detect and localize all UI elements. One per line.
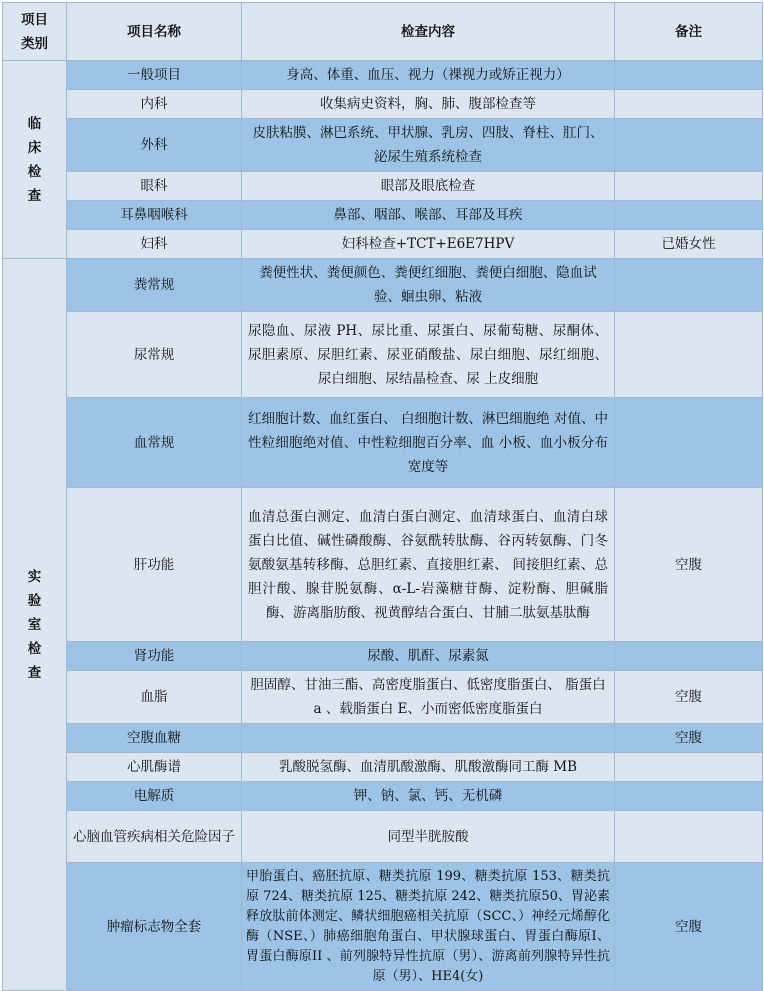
header-category-line1: 项目 xyxy=(21,11,48,28)
category-lab: 实验室检查 xyxy=(3,259,67,991)
category-clinical: 临床检查 xyxy=(3,61,67,259)
item-note xyxy=(615,642,763,671)
item-content: 鼻部、咽部、喉部、耳部及耳疾 xyxy=(242,201,615,230)
item-note xyxy=(615,61,763,90)
item-name: 粪常规 xyxy=(67,259,242,312)
item-name: 一般项目 xyxy=(67,61,242,90)
item-note: 空腹 xyxy=(615,863,763,991)
table-row xyxy=(3,811,763,863)
item-content: 胆固醇、甘油三酯、高密度脂蛋白、低密度脂蛋白、 脂蛋白 a 、载脂蛋白 E、小而密低密度脂蛋白 xyxy=(242,671,615,724)
item-name: 肝功能 xyxy=(67,488,242,642)
item-name: 空腹血糖 xyxy=(67,724,242,753)
item-name: 血常规 xyxy=(67,398,242,488)
item-note xyxy=(615,811,763,863)
header-category-line2: 类别 xyxy=(21,35,48,52)
item-note xyxy=(615,259,763,312)
exam-table xyxy=(2,2,763,991)
table-row xyxy=(3,671,763,724)
item-note xyxy=(615,119,763,172)
header-note: 备注 xyxy=(615,3,763,61)
header-category xyxy=(3,3,67,61)
table-row xyxy=(3,753,763,782)
item-note: 空腹 xyxy=(615,724,763,753)
item-content: 钾、钠、氯、钙、无机磷 xyxy=(242,782,615,811)
table-row xyxy=(3,782,763,811)
table-row xyxy=(3,642,763,671)
item-note xyxy=(615,782,763,811)
table-row xyxy=(3,119,763,172)
header-content: 检查内容 xyxy=(242,3,615,61)
item-note xyxy=(615,753,763,782)
item-content: 尿酸、肌酐、尿素氮 xyxy=(242,642,615,671)
table-row xyxy=(3,398,763,488)
item-name: 心脑血管疾病相关危险因子 xyxy=(67,811,242,863)
item-note xyxy=(615,172,763,201)
item-name: 内科 xyxy=(67,90,242,119)
item-note: 空腹 xyxy=(615,671,763,724)
table-row xyxy=(3,90,763,119)
item-name: 肿瘤标志物全套 xyxy=(67,863,242,991)
item-note xyxy=(615,398,763,488)
item-content: 同型半胱胺酸 xyxy=(242,811,615,863)
item-content: 粪便性状、粪便颜色、粪便红细胞、粪便白细胞、隐血试验、蛔虫卵、粘液 xyxy=(242,259,615,312)
table-row xyxy=(3,61,763,90)
item-content: 血清总蛋白测定、血清白蛋白测定、血清球蛋白、血清白球蛋白比值、碱性磷酸酶、谷氨酰转肽酶、谷丙转氨酶、门冬氨酸氨基转移酶、总胆红素、直接胆红素、 间接胆红素、总胆汁酸、腺苷脱氨酶、α-L-岩藻糖苷酶、淀粉酶、胆碱脂酶、游离脂肪酸、视黄醇结合蛋白、甘脯二肽氨基肽酶 xyxy=(242,488,615,642)
item-content: 皮肤粘膜、淋巴系统、甲状腺、乳房、四肢、脊柱、肛门、泌尿生殖系统检查 xyxy=(242,119,615,172)
item-note xyxy=(615,90,763,119)
item-name: 耳鼻咽喉科 xyxy=(67,201,242,230)
table-row xyxy=(3,201,763,230)
item-content: 乳酸脱氢酶、血清肌酸激酶、肌酸激酶同工酶 MB xyxy=(242,753,615,782)
item-name: 电解质 xyxy=(67,782,242,811)
table-row xyxy=(3,172,763,201)
item-content: 红细胞计数、血红蛋白、 白细胞计数、淋巴细胞绝 对值、中性粒细胞绝对值、中性粒细胞百分率、血 小板、血小板分布宽度等 xyxy=(242,398,615,488)
item-content: 尿隐血、尿液 PH、尿比重、尿蛋白、尿葡萄糖、尿酮体、尿胆素原、尿胆红素、尿亚硝酸盐、尿白细胞、尿红细胞、尿白细胞、尿结晶检查、尿 上皮细胞 xyxy=(242,312,615,398)
item-name: 妇科 xyxy=(67,230,242,259)
item-name: 肾功能 xyxy=(67,642,242,671)
item-note: 已婚女性 xyxy=(615,230,763,259)
table-row xyxy=(3,724,763,753)
item-content: 身高、体重、血压、视力（裸视力或矫正视力） xyxy=(242,61,615,90)
item-note xyxy=(615,201,763,230)
table-row xyxy=(3,230,763,259)
table-row xyxy=(3,488,763,642)
item-note: 空腹 xyxy=(615,488,763,642)
item-name: 血脂 xyxy=(67,671,242,724)
item-content: 妇科检查+TCT+E6E7HPV xyxy=(242,230,615,259)
item-name: 尿常规 xyxy=(67,312,242,398)
table-row xyxy=(3,863,763,991)
item-content: 收集病史资料，胸、肺、腹部检查等 xyxy=(242,90,615,119)
table-row xyxy=(3,312,763,398)
table-row xyxy=(3,259,763,312)
item-content: 眼部及眼底检查 xyxy=(242,172,615,201)
header-item: 项目名称 xyxy=(67,3,242,61)
item-content: 甲胎蛋白、癌胚抗原、糖类抗原 199、糖类抗原 153、糖类抗原 724、糖类抗原 125、糖类抗原 242、糖类抗原50、胃泌素释放肽前体测定、鳞状细胞癌相关抗原（SCC、）神经元烯醇化酶（NSE、）肺癌细胞角蛋白、甲状腺球蛋白、胃蛋白酶原Ⅰ、胃蛋白酶原II 、前列腺特异性抗原（男）、游离前列腺特异性抗原（男）、HE4(女) xyxy=(242,863,615,991)
item-name: 外科 xyxy=(67,119,242,172)
item-content xyxy=(242,724,615,753)
item-name: 眼科 xyxy=(67,172,242,201)
item-note xyxy=(615,312,763,398)
item-name: 心肌酶谱 xyxy=(67,753,242,782)
